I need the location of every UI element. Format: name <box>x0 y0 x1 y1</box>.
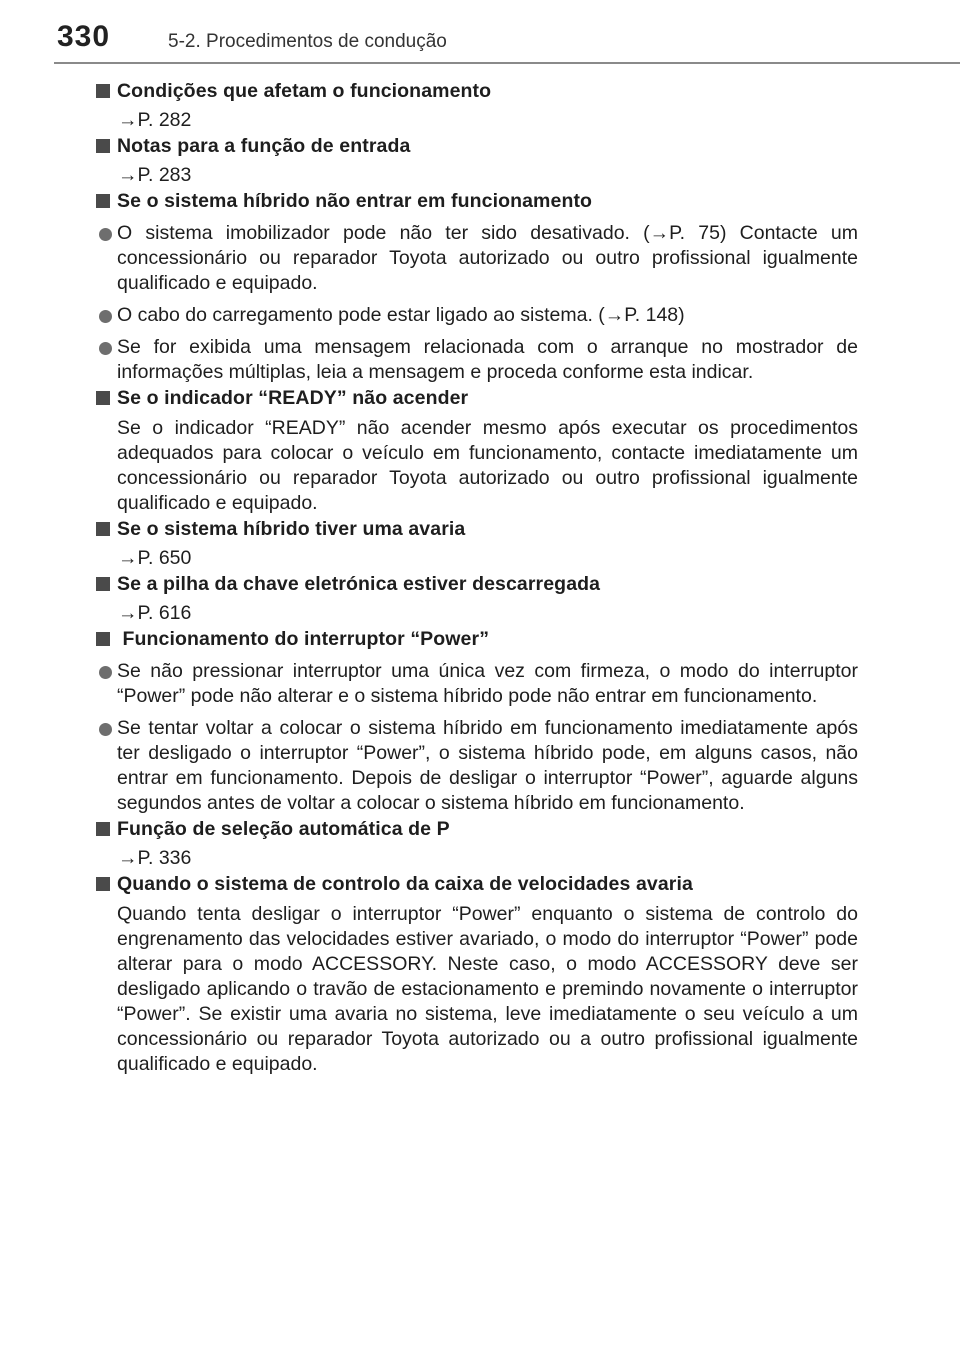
section-transmission-fault <box>96 871 858 1077</box>
page-reference: →P. 336 <box>118 847 192 869</box>
section-auto-p <box>96 816 858 871</box>
page-reference: →P. 616 <box>118 602 192 624</box>
section-key-battery <box>96 571 858 626</box>
list-item <box>96 716 858 816</box>
section-title: Notas para a função de entrada <box>117 135 411 157</box>
section-ready-indicator <box>96 385 858 516</box>
section-title: Se o sistema híbrido não entrar em funcionamento <box>117 190 593 212</box>
list-item <box>96 335 858 385</box>
section-title: Se o indicador “READY” não acender <box>117 387 469 409</box>
section-hybrid-not-starting <box>96 188 858 385</box>
section-body: Se o indicador “READY” não acender mesmo após executar os procedimentos adequados para colocar o veículo em funcionamento, contacte imediatamente um concessionário ou reparador Toyota autorizado ou outro profissional igualmente qualificado e equipado. <box>117 417 858 514</box>
list-item <box>96 221 858 296</box>
section-hybrid-malfunction <box>96 516 858 571</box>
section-title: Se a pilha da chave eletrónica estiver descarregada <box>117 573 601 595</box>
chapter-title: 5-2. Procedimentos de condução <box>168 31 447 52</box>
list-item-text: Se for exibida uma mensagem relacionada com o arranque no mostrador de informações múltiplas, leia a mensagem e proceda conforme esta indicar. <box>117 336 858 383</box>
square-bullet-icon <box>96 522 110 536</box>
square-bullet-icon <box>96 391 110 405</box>
round-bullet-icon <box>99 310 112 323</box>
section-title: Quando o sistema de controlo da caixa de velocidades avaria <box>117 873 693 895</box>
header-divider <box>54 62 960 64</box>
square-bullet-icon <box>96 877 110 891</box>
list-item-text: Se não pressionar interruptor uma única vez com firmeza, o modo do interruptor “Power” pode não alterar e o sistema híbrido pode não entrar em funcionamento. <box>117 660 858 707</box>
round-bullet-icon <box>99 666 112 679</box>
section-title: Condições que afetam o funcionamento <box>117 80 492 102</box>
round-bullet-icon <box>99 723 112 736</box>
square-bullet-icon <box>96 84 110 98</box>
page-reference: →P. 283 <box>118 164 192 186</box>
round-bullet-icon <box>99 342 112 355</box>
list-item-text: Se tentar voltar a colocar o sistema híbrido em funcionamento imediatamente após ter desligado o interruptor “Power”, o sistema híbrido pode, em alguns casos, não entrar em funcionamento. Depois de desligar o interruptor “Power”, aguarde alguns segundos antes de voltar a colocar o sistema híbrido em funcionamento. <box>117 717 858 814</box>
square-bullet-icon <box>96 577 110 591</box>
page-reference: →P. 282 <box>118 109 192 131</box>
section-title: Funcionamento do interruptor “Power” <box>117 628 490 650</box>
list-item <box>96 303 858 328</box>
section-conditions <box>96 78 858 133</box>
list-item-text: O sistema imobilizador pode não ter sido desativado. (→P. 75) Contacte um concessionário ou reparador Toyota autorizado ou outro profissional igualmente qualificado e equipado. <box>117 222 858 294</box>
page-content <box>96 78 858 1077</box>
list-item <box>96 659 858 709</box>
square-bullet-icon <box>96 632 110 646</box>
section-body: Quando tenta desligar o interruptor “Power” enquanto o sistema de controlo do engrenamento das velocidades estiver avariado, o modo do interruptor “Power” pode alterar para o modo ACCESSORY. Neste caso, o modo ACCESSORY deve ser desligado aplicando o travão de estacionamento e premindo novamente o interruptor “Power”. Se existir uma avaria no sistema, leve imediatamente o seu veículo a um concessionário ou reparador Toyota autorizado ou a outro profissional igualmente qualificado e equipado. <box>117 903 858 1075</box>
section-title: Se o sistema híbrido tiver uma avaria <box>117 518 466 540</box>
round-bullet-icon <box>99 228 112 241</box>
square-bullet-icon <box>96 139 110 153</box>
square-bullet-icon <box>96 194 110 208</box>
section-power-switch <box>96 626 858 816</box>
page-reference: →P. 650 <box>118 547 192 569</box>
section-title: Função de seleção automática de P <box>117 818 450 840</box>
square-bullet-icon <box>96 822 110 836</box>
page-number: 330 <box>57 20 111 53</box>
page-header <box>0 0 960 64</box>
list-item-text: O cabo do carregamento pode estar ligado ao sistema. (→P. 148) <box>117 304 685 326</box>
section-entry-notes <box>96 133 858 188</box>
